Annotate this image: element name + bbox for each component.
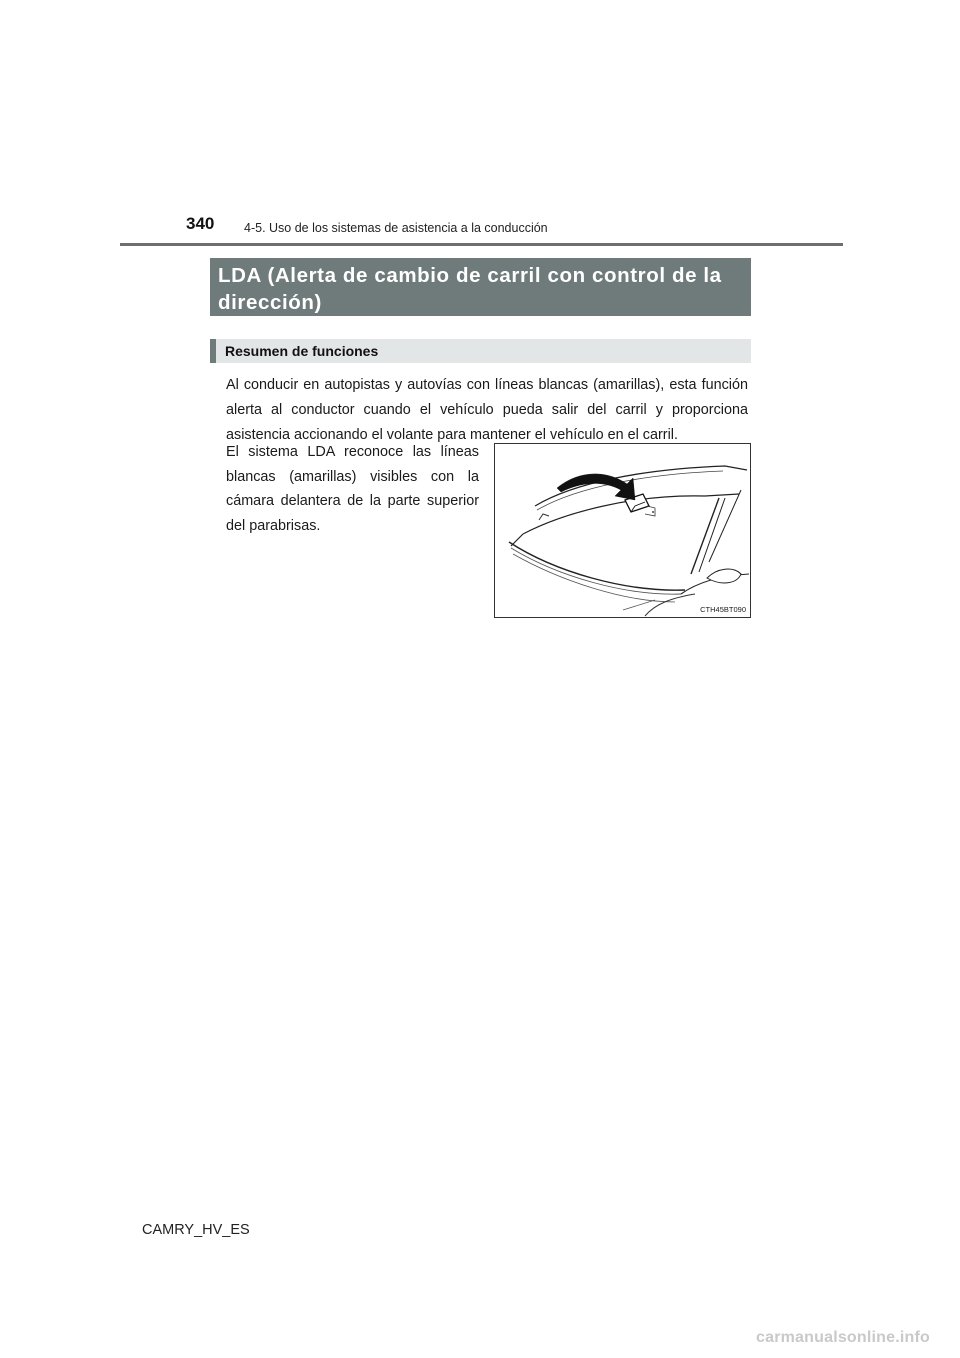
page-number: 340 — [186, 214, 215, 233]
intro-paragraph: Al conducir en autopistas y autovías con líneas blancas (amarillas), esta función alerta al conductor cuando el vehículo pueda salir del carril y proporciona asistencia accionando el volante para mantener el vehículo en el carril. — [226, 377, 748, 443]
windshield-drawing — [495, 444, 750, 617]
camera-paragraph: El sistema LDA reconoce las líneas blancas (amarillas) visibles con la cámara delantera de la parte superior del parabrisas. — [226, 444, 479, 534]
watermark: carmanualsonline.info — [756, 1329, 931, 1346]
figure-code: CTH45BT090 — [700, 605, 746, 614]
windshield-camera-illustration — [494, 443, 751, 618]
footer-model-code: CAMRY_HV_ES — [142, 1222, 250, 1238]
running-header: 4-5. Uso de los sistemas de asistencia a la conducción — [244, 221, 548, 235]
header-divider — [120, 243, 843, 246]
subsection-heading: Resumen de funciones — [210, 339, 751, 363]
section-title: LDA (Alerta de cambio de carril con control de la dirección) — [210, 258, 751, 316]
